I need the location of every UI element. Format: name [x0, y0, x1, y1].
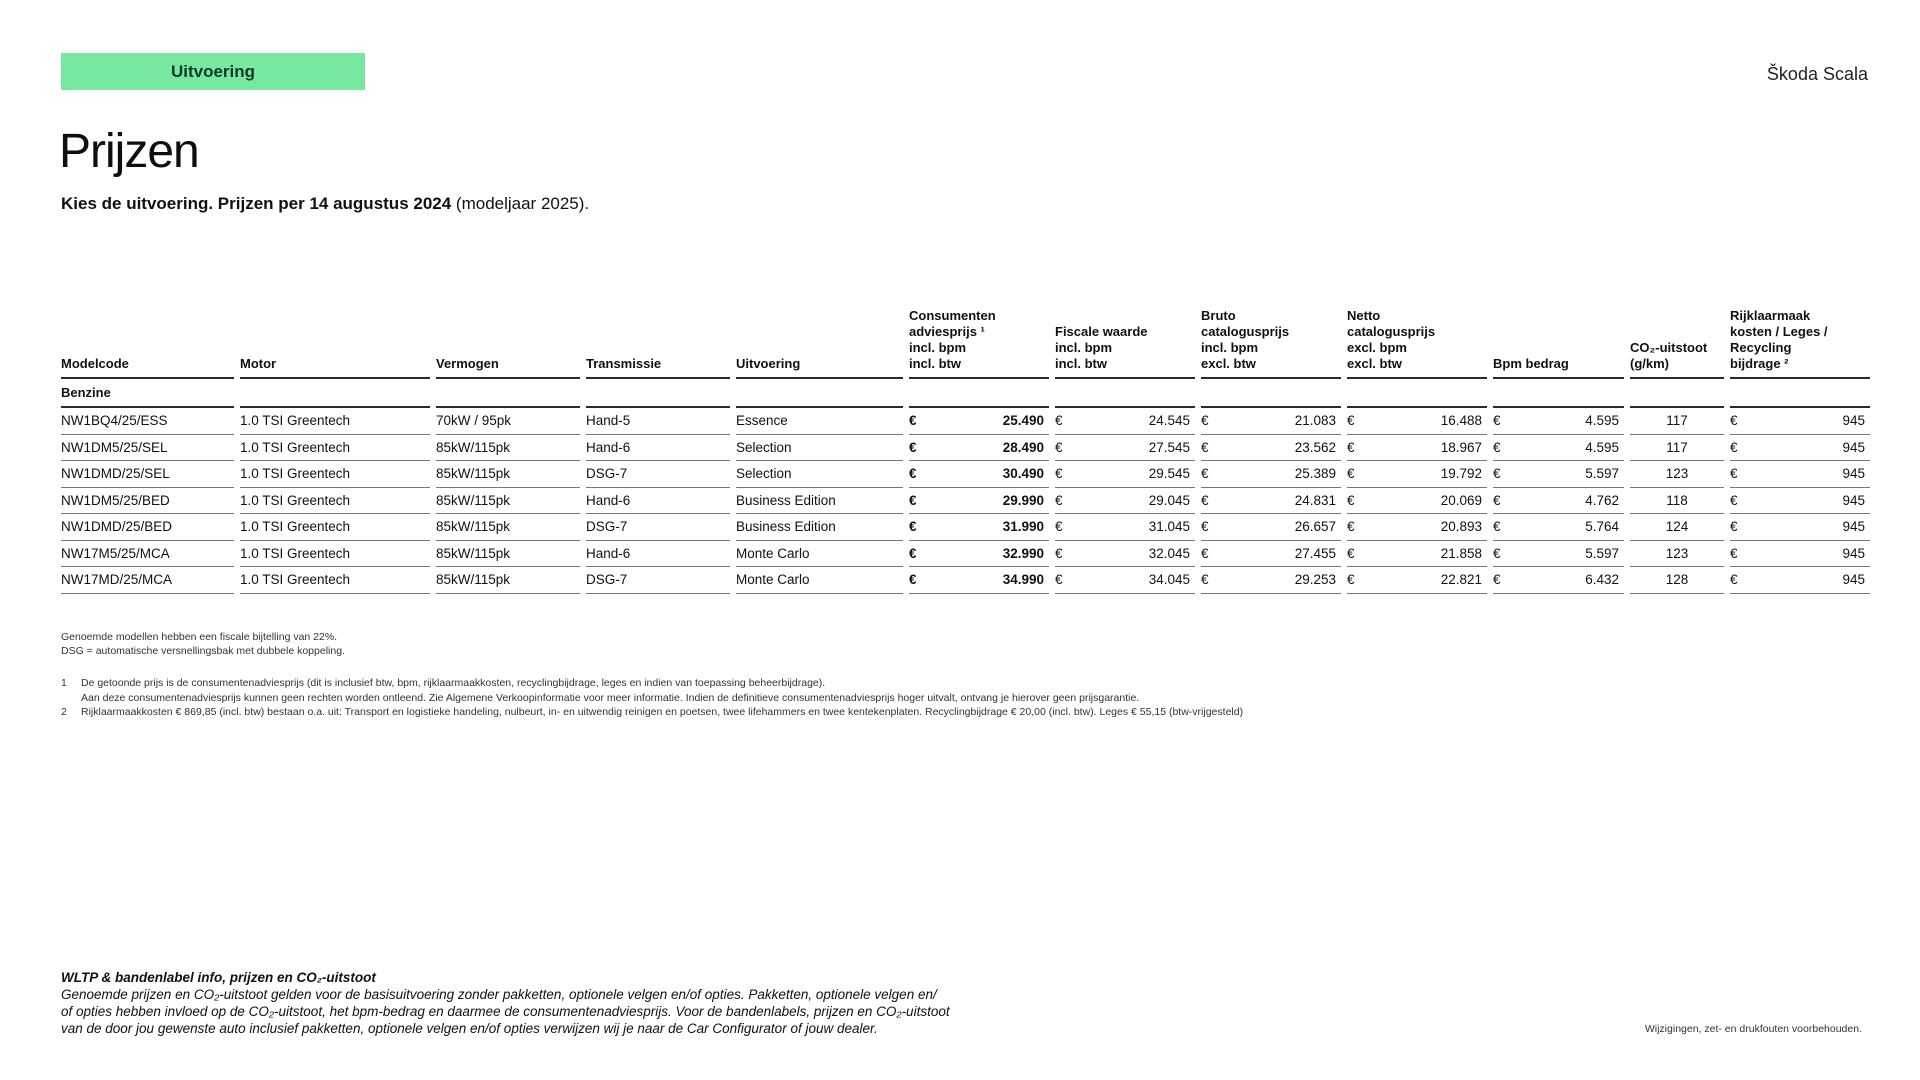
price-value: 19.792 — [1440, 466, 1482, 482]
currency-symbol: € — [1201, 466, 1209, 482]
currency-symbol: € — [1201, 545, 1209, 561]
price-value: 20.069 — [1440, 492, 1482, 508]
cell-net-price — [1347, 567, 1487, 594]
subtitle-bold: Kies de uitvoering. Prijzen per 14 augustus 2024 — [61, 194, 452, 213]
cell-consumer-price — [909, 461, 1049, 488]
currency-symbol: € — [1493, 413, 1501, 429]
cell-motor: 1.0 TSI Greentech — [240, 541, 430, 568]
cell-bpm — [1493, 514, 1624, 541]
price-value: 23.562 — [1294, 439, 1336, 455]
note-bijtelling: Genoemde modellen hebben een fiscale bijtelling van 22%. — [61, 631, 338, 643]
cell-net-price — [1347, 541, 1487, 568]
currency-symbol: € — [909, 492, 917, 508]
table-row — [61, 435, 1870, 462]
cell-power: 85kW/115pk — [436, 488, 580, 515]
cell-ready-costs — [1730, 567, 1870, 594]
currency-symbol: € — [1493, 492, 1501, 508]
header-line: (g/km) — [1630, 356, 1669, 371]
price-value: 16.488 — [1440, 413, 1482, 429]
cell-net-price — [1347, 461, 1487, 488]
header-line: excl. bpm — [1347, 340, 1407, 355]
currency-symbol: € — [1730, 572, 1738, 588]
currency-symbol: € — [1055, 439, 1063, 455]
cell-motor: 1.0 TSI Greentech — [240, 567, 430, 594]
currency-symbol: € — [1493, 519, 1501, 535]
price-value: 31.990 — [1002, 519, 1044, 535]
price-value: 25.389 — [1294, 466, 1336, 482]
cell-model: NW17M5/25/MCA — [61, 541, 234, 568]
cell-gross-price — [1201, 488, 1341, 515]
currency-symbol: € — [1347, 519, 1355, 535]
header-line: adviesprijs ¹ — [909, 324, 985, 339]
header-fiscal-value — [1055, 308, 1195, 379]
table-row — [61, 514, 1870, 541]
currency-symbol: € — [1493, 466, 1501, 482]
header-power: Vermogen — [436, 308, 580, 379]
price-value: 5.597 — [1585, 545, 1619, 561]
currency-symbol: € — [1201, 572, 1209, 588]
footnote-line: Aan deze consumentenadviesprijs kunnen geen rechten worden ontleend. Zie Algemene Verkoopinformatie voor meer informatie. Indien de definitieve consumentenadviesprijs hoger uitvalt, ontvang je hierover geen prijsgarantie. — [81, 691, 1140, 704]
table-header-row — [61, 308, 1870, 379]
cell-model: NW1DM5/25/BED — [61, 488, 234, 515]
price-value: 32.990 — [1002, 545, 1044, 561]
header-line: incl. bpm — [1055, 340, 1113, 355]
header-gross-price — [1201, 308, 1341, 379]
note-dsg: DSG = automatische versnellingsbak met dubbele koppeling. — [61, 645, 345, 657]
cell-transmission: Hand-6 — [586, 488, 730, 515]
cell-transmission: DSG-7 — [586, 567, 730, 594]
cell-fiscal-value — [1055, 408, 1195, 435]
cell-co2: 117 — [1630, 408, 1724, 435]
currency-symbol: € — [909, 572, 917, 588]
currency-symbol: € — [1347, 492, 1355, 508]
currency-symbol: € — [1055, 492, 1063, 508]
section-tag: Uitvoering — [61, 53, 365, 90]
price-value: 29.253 — [1294, 572, 1336, 588]
header-line: incl. btw — [909, 356, 961, 371]
currency-symbol: € — [1730, 492, 1738, 508]
cell-trim: Monte Carlo — [736, 567, 903, 594]
section-label: Benzine — [61, 379, 234, 408]
header-co2 — [1630, 308, 1724, 379]
cell-motor: 1.0 TSI Greentech — [240, 435, 430, 462]
price-value: 21.083 — [1294, 413, 1336, 429]
table-row — [61, 567, 1870, 594]
currency-symbol: € — [1730, 545, 1738, 561]
cell-trim: Monte Carlo — [736, 541, 903, 568]
cell-bpm — [1493, 408, 1624, 435]
cell-consumer-price — [909, 488, 1049, 515]
cell-power: 85kW/115pk — [436, 567, 580, 594]
cell-model: NW1BQ4/25/ESS — [61, 408, 234, 435]
cell-transmission: DSG-7 — [586, 461, 730, 488]
price-value: 945 — [1842, 413, 1865, 429]
cell-consumer-price — [909, 567, 1049, 594]
cell-bpm — [1493, 488, 1624, 515]
price-value: 945 — [1842, 519, 1865, 535]
cell-ready-costs — [1730, 514, 1870, 541]
cell-ready-costs — [1730, 408, 1870, 435]
wltp-info — [61, 969, 981, 1037]
table-row — [61, 488, 1870, 515]
currency-symbol: € — [1347, 545, 1355, 561]
header-line: Rijklaarmaak — [1730, 308, 1811, 323]
cell-ready-costs — [1730, 488, 1870, 515]
cell-ready-costs — [1730, 541, 1870, 568]
cell-fiscal-value — [1055, 488, 1195, 515]
currency-symbol: € — [1493, 572, 1501, 588]
currency-symbol: € — [1055, 519, 1063, 535]
footnote-number: 1 — [61, 677, 67, 689]
header-consumer-price — [909, 308, 1049, 379]
cell-motor: 1.0 TSI Greentech — [240, 461, 430, 488]
cell-fiscal-value — [1055, 514, 1195, 541]
header-line: excl. btw — [1347, 356, 1402, 371]
cell-consumer-price — [909, 435, 1049, 462]
cell-power: 85kW/115pk — [436, 541, 580, 568]
page-subtitle — [61, 194, 589, 214]
header-model: Modelcode — [61, 308, 234, 379]
price-value: 945 — [1842, 572, 1865, 588]
cell-model: NW1DMD/25/SEL — [61, 461, 234, 488]
price-value: 29.990 — [1002, 492, 1044, 508]
cell-net-price — [1347, 408, 1487, 435]
cell-fiscal-value — [1055, 435, 1195, 462]
table-row — [61, 541, 1870, 568]
header-line: Consumenten — [909, 308, 996, 323]
price-value: 25.490 — [1002, 413, 1044, 429]
page-title: Prijzen — [59, 125, 199, 178]
cell-ready-costs — [1730, 461, 1870, 488]
price-value: 20.893 — [1440, 519, 1482, 535]
cell-co2: 124 — [1630, 514, 1724, 541]
wltp-line: van de door jou gewenste auto inclusief pakketten, optionele velgen en/of opties verwijzen wij je naar de Car Configurator of jouw dealer. — [61, 1021, 878, 1036]
currency-symbol: € — [1347, 413, 1355, 429]
currency-symbol: € — [909, 466, 917, 482]
cell-bpm — [1493, 435, 1624, 462]
price-value: 29.045 — [1148, 492, 1190, 508]
cell-gross-price — [1201, 541, 1341, 568]
cell-motor: 1.0 TSI Greentech — [240, 408, 430, 435]
cell-model: NW1DMD/25/BED — [61, 514, 234, 541]
header-line: incl. bpm — [909, 340, 967, 355]
wltp-heading: WLTP & bandenlabel info, prijzen en CO₂-uitstoot — [61, 970, 376, 985]
currency-symbol: € — [909, 439, 917, 455]
table-row — [61, 408, 1870, 435]
disclaimer: Wijzigingen, zet- en drukfouten voorbehouden. — [1644, 1023, 1862, 1035]
header-transmission: Transmissie — [586, 308, 730, 379]
cell-gross-price — [1201, 408, 1341, 435]
notes — [61, 630, 345, 658]
cell-motor: 1.0 TSI Greentech — [240, 514, 430, 541]
header-trim: Uitvoering — [736, 308, 903, 379]
header-line: Recycling — [1730, 340, 1792, 355]
cell-power: 85kW/115pk — [436, 435, 580, 462]
price-value: 18.967 — [1440, 439, 1482, 455]
cell-fiscal-value — [1055, 461, 1195, 488]
cell-transmission: Hand-6 — [586, 435, 730, 462]
cell-gross-price — [1201, 514, 1341, 541]
footnote-line: Rijklaarmaakkosten € 869,85 (incl. btw) bestaan o.a. uit: Transport en logistieke handeling, nulbeurt, in- en uitwendig reinigen en poetsen, twee lifehammers en twee kentekenplaten. Recyclingbijdrage € 20,00 (incl. btw). Leges € 55,15 (btw-vrijgesteld) — [81, 706, 1244, 718]
price-value: 30.490 — [1002, 466, 1044, 482]
header-net-price — [1347, 308, 1487, 379]
currency-symbol: € — [1730, 413, 1738, 429]
price-value: 945 — [1842, 439, 1865, 455]
cell-model: NW1DM5/25/SEL — [61, 435, 234, 462]
header-motor: Motor — [240, 308, 430, 379]
price-value: 945 — [1842, 545, 1865, 561]
header-line: CO₂-uitstoot — [1630, 340, 1708, 355]
header-line: Fiscale waarde — [1055, 324, 1148, 339]
header-line: bijdrage ² — [1730, 356, 1789, 371]
cell-power: 70kW / 95pk — [436, 408, 580, 435]
cell-trim: Business Edition — [736, 488, 903, 515]
currency-symbol: € — [1055, 466, 1063, 482]
header-line: catalogusprijs — [1201, 324, 1290, 339]
price-value: 32.045 — [1148, 545, 1190, 561]
cell-gross-price — [1201, 435, 1341, 462]
currency-symbol: € — [1730, 519, 1738, 535]
price-value: 27.455 — [1294, 545, 1336, 561]
currency-symbol: € — [1055, 413, 1063, 429]
header-line: incl. btw — [1055, 356, 1107, 371]
cell-net-price — [1347, 488, 1487, 515]
cell-trim: Selection — [736, 461, 903, 488]
cell-power: 85kW/115pk — [436, 514, 580, 541]
cell-trim: Essence — [736, 408, 903, 435]
subtitle-normal: (modeljaar 2025). — [451, 194, 590, 213]
price-value: 22.821 — [1440, 572, 1482, 588]
price-value: 6.432 — [1585, 572, 1619, 588]
footnote-2 — [61, 705, 1243, 720]
header-line: catalogusprijs — [1347, 324, 1436, 339]
price-table — [55, 308, 1876, 594]
price-value: 945 — [1842, 492, 1865, 508]
price-value: 5.597 — [1585, 466, 1619, 482]
currency-symbol: € — [1493, 545, 1501, 561]
cell-co2: 128 — [1630, 567, 1724, 594]
price-value: 26.657 — [1294, 519, 1336, 535]
footnotes — [61, 676, 1243, 720]
cell-fiscal-value — [1055, 541, 1195, 568]
header-line: incl. bpm — [1201, 340, 1259, 355]
currency-symbol: € — [909, 413, 917, 429]
price-value: 945 — [1842, 466, 1865, 482]
currency-symbol: € — [1493, 439, 1501, 455]
cell-trim: Business Edition — [736, 514, 903, 541]
cell-gross-price — [1201, 567, 1341, 594]
cell-trim: Selection — [736, 435, 903, 462]
price-value: 34.045 — [1148, 572, 1190, 588]
cell-bpm — [1493, 541, 1624, 568]
header-line: Bruto — [1201, 308, 1236, 323]
currency-symbol: € — [1055, 572, 1063, 588]
price-value: 24.831 — [1294, 492, 1336, 508]
cell-consumer-price — [909, 408, 1049, 435]
currency-symbol: € — [1201, 413, 1209, 429]
price-value: 29.545 — [1148, 466, 1190, 482]
cell-net-price — [1347, 514, 1487, 541]
cell-transmission: Hand-5 — [586, 408, 730, 435]
currency-symbol: € — [909, 519, 917, 535]
currency-symbol: € — [909, 545, 917, 561]
cell-transmission: Hand-6 — [586, 541, 730, 568]
brand-name: Škoda Scala — [1766, 64, 1868, 84]
header-ready-costs — [1730, 308, 1870, 379]
cell-co2: 123 — [1630, 461, 1724, 488]
header-line: excl. btw — [1201, 356, 1256, 371]
table-row — [61, 461, 1870, 488]
price-value: 21.858 — [1440, 545, 1482, 561]
cell-co2: 123 — [1630, 541, 1724, 568]
price-value: 34.990 — [1002, 572, 1044, 588]
currency-symbol: € — [1201, 439, 1209, 455]
cell-fiscal-value — [1055, 567, 1195, 594]
section-row-benzine — [61, 379, 1870, 408]
header-bpm: Bpm bedrag — [1493, 308, 1624, 379]
price-value: 4.762 — [1585, 492, 1619, 508]
price-value: 5.764 — [1585, 519, 1619, 535]
cell-bpm — [1493, 567, 1624, 594]
cell-model: NW17MD/25/MCA — [61, 567, 234, 594]
cell-gross-price — [1201, 461, 1341, 488]
price-value: 4.595 — [1585, 413, 1619, 429]
price-value: 28.490 — [1002, 439, 1044, 455]
cell-consumer-price — [909, 514, 1049, 541]
cell-co2: 118 — [1630, 488, 1724, 515]
cell-transmission: DSG-7 — [586, 514, 730, 541]
currency-symbol: € — [1347, 572, 1355, 588]
currency-symbol: € — [1055, 545, 1063, 561]
cell-bpm — [1493, 461, 1624, 488]
price-value: 4.595 — [1585, 439, 1619, 455]
currency-symbol: € — [1347, 439, 1355, 455]
currency-symbol: € — [1347, 466, 1355, 482]
cell-power: 85kW/115pk — [436, 461, 580, 488]
header-line: Netto — [1347, 308, 1381, 323]
currency-symbol: € — [1201, 492, 1209, 508]
currency-symbol: € — [1730, 439, 1738, 455]
cell-consumer-price — [909, 541, 1049, 568]
price-value: 27.545 — [1148, 439, 1190, 455]
cell-co2: 117 — [1630, 435, 1724, 462]
cell-motor: 1.0 TSI Greentech — [240, 488, 430, 515]
wltp-line: of opties hebben invloed op de CO₂-uitstoot, het bpm-bedrag en daarmee de consumentenadviesprijs. Voor de bandenlabels, prijzen en CO₂-uitstoot — [61, 1004, 950, 1019]
footnote-1 — [61, 676, 1243, 705]
currency-symbol: € — [1201, 519, 1209, 535]
header-line: kosten / Leges / — [1730, 324, 1828, 339]
wltp-line: Genoemde prijzen en CO₂-uitstoot gelden voor de basisuitvoering zonder pakketten, optionele velgen en/of opties. Pakketten, optionele velgen en/ — [61, 987, 937, 1002]
cell-net-price — [1347, 435, 1487, 462]
cell-ready-costs — [1730, 435, 1870, 462]
footnote-line: De getoonde prijs is de consumentenadviesprijs (dit is inclusief btw, bpm, rijklaarmaakkosten, recyclingbijdrage, leges en indien van toepassing beheerbijdrage). — [81, 677, 826, 689]
price-value: 24.545 — [1148, 413, 1190, 429]
price-value: 31.045 — [1148, 519, 1190, 535]
footnote-number: 2 — [61, 706, 67, 718]
currency-symbol: € — [1730, 466, 1738, 482]
